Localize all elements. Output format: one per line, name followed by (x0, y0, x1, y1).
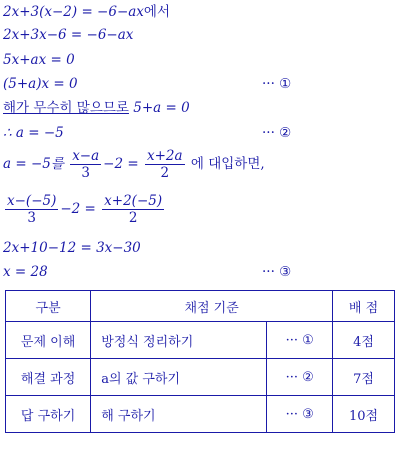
numerator: x−a (72, 148, 100, 164)
row-step: ··· ② (267, 359, 333, 396)
fraction (102, 193, 164, 226)
equation-text: 2x+10−12 = 3x−30 (3, 240, 141, 256)
step-line-4 (3, 75, 78, 93)
suffix-text: 에서 (143, 4, 171, 20)
step-line-3 (3, 51, 75, 69)
table-row (6, 396, 395, 433)
equation-text: −2 = (60, 201, 96, 217)
row-criterion: 방정식 정리하기 (91, 322, 267, 359)
step-line-7 (3, 148, 265, 181)
step-line-9 (3, 239, 141, 257)
row-category: 문제 이해 (6, 322, 91, 359)
table-header-row (6, 291, 395, 322)
header-category: 구분 (6, 291, 91, 322)
row-category: 해결 과정 (6, 359, 91, 396)
step-line-5 (3, 99, 190, 117)
header-criterion: 채점 기준 (91, 291, 333, 322)
equation-text: 2x+3x−6 = −6−ax (3, 27, 134, 43)
row-criterion: 해 구하기 (91, 396, 267, 433)
equation-text: 5+a = 0 (133, 100, 190, 116)
row-points: 4점 (333, 322, 395, 359)
denominator: 2 (128, 210, 138, 226)
equation-text: −2 = (103, 156, 139, 172)
step-marker-2: ··· ② (262, 125, 292, 141)
suffix-text: 에 대입하면, (190, 156, 265, 172)
step-line-1 (3, 3, 170, 21)
numerator: x+2a (146, 148, 183, 164)
row-points: 10점 (333, 396, 395, 433)
row-step: ··· ③ (267, 396, 333, 433)
numerator: x−(−5) (7, 193, 57, 209)
fraction (145, 148, 185, 181)
fraction (70, 148, 101, 181)
header-points: 배 점 (333, 291, 395, 322)
scoring-table (5, 290, 395, 433)
step-marker-3: ··· ③ (262, 264, 292, 280)
equation-text: 5x+ax = 0 (3, 52, 75, 68)
row-criterion: a의 값 구하기 (91, 359, 267, 396)
equation-text: x = 28 (3, 264, 48, 280)
table-row (6, 322, 395, 359)
denominator: 3 (27, 210, 36, 226)
fraction (5, 193, 58, 226)
step-marker-1: ··· ① (262, 76, 292, 92)
step-line-6 (3, 124, 64, 142)
equation-text: 2x+3(x−2) = −6−ax (3, 4, 144, 20)
table-row (6, 359, 395, 396)
equation-text: ∴ a = −5 (3, 125, 64, 141)
step-line-2 (3, 26, 133, 44)
row-step: ··· ① (267, 322, 333, 359)
denominator: 3 (81, 165, 90, 181)
step-line-10 (3, 263, 48, 281)
step-line-8 (3, 193, 166, 226)
lead-text: a = −5를 (3, 156, 64, 172)
numerator: x+2(−5) (104, 193, 163, 209)
row-category: 답 구하기 (6, 396, 91, 433)
equation-text: (5+a)x = 0 (3, 76, 78, 92)
denominator: 2 (160, 165, 170, 181)
reason-text: 해가 무수히 많으므로 (3, 100, 129, 116)
row-points: 7점 (333, 359, 395, 396)
